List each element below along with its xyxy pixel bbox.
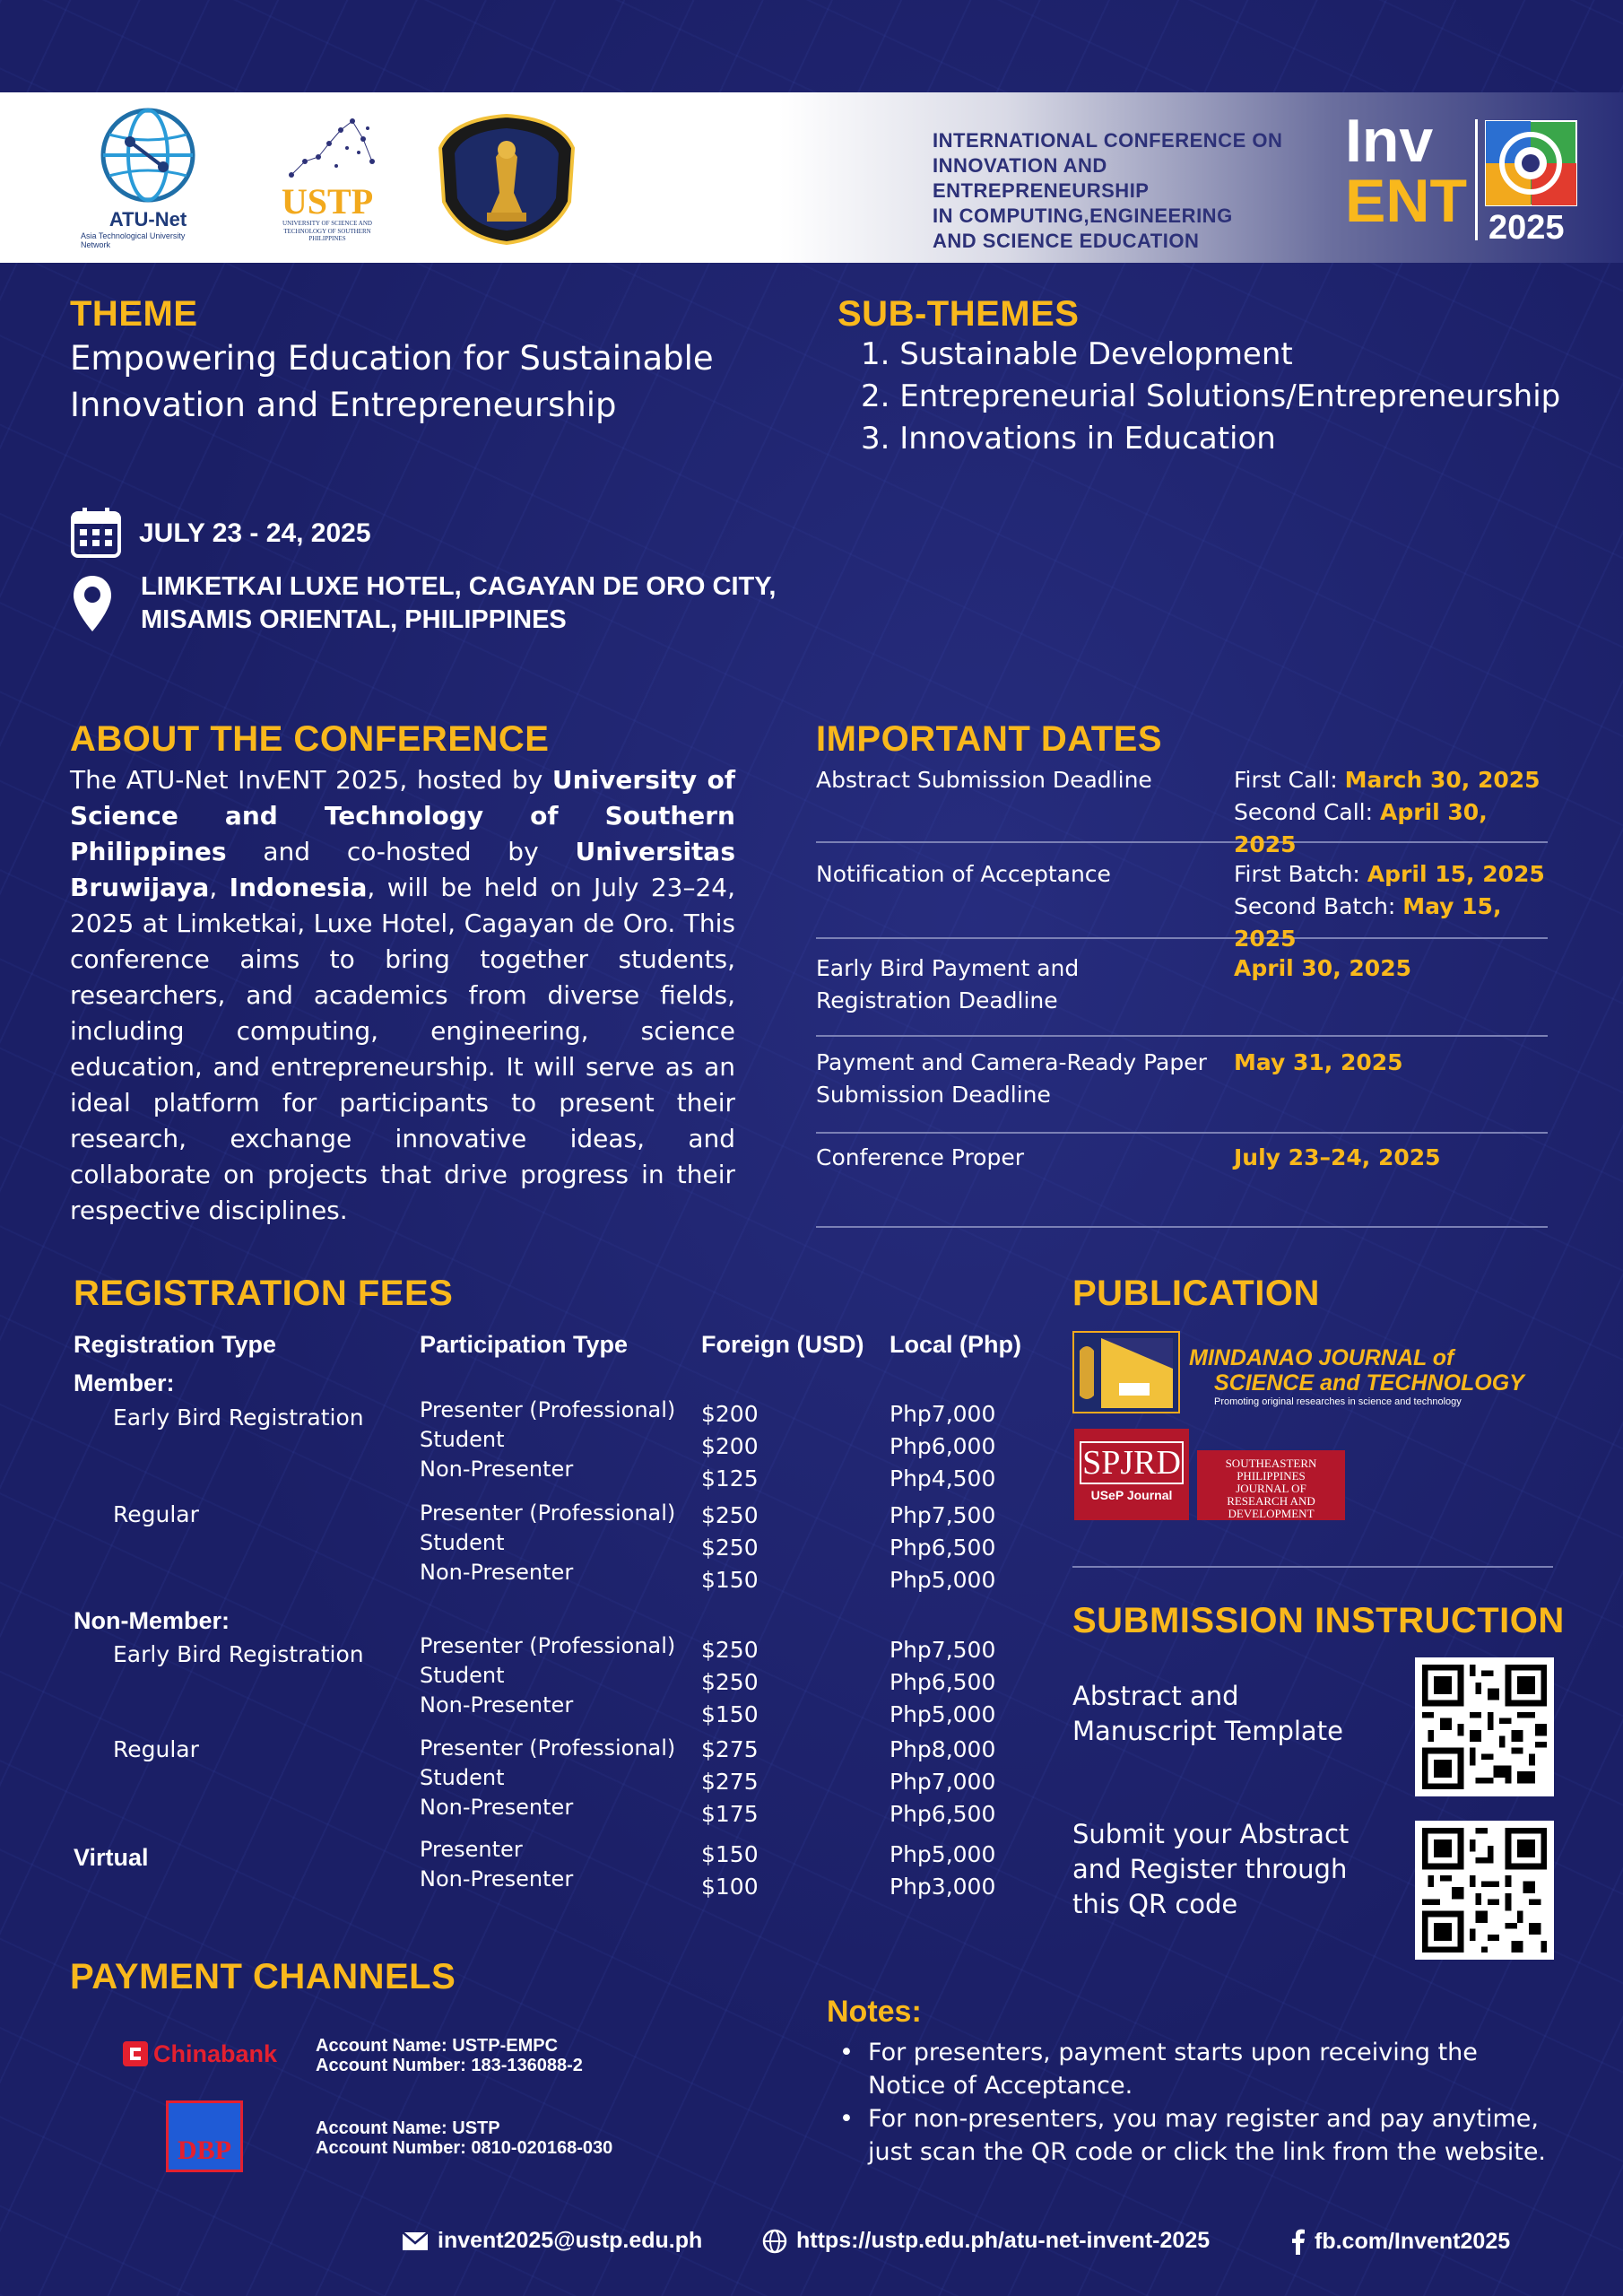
- theme-line: Empowering Education for Sustainable: [70, 339, 714, 378]
- footer-facebook[interactable]: [1289, 2228, 1510, 2255]
- fee-usd-values: $150 $100: [701, 1841, 759, 1900]
- facebook-icon: [1289, 2228, 1306, 2255]
- fee-header-registration-type: Registration Type: [74, 1331, 277, 1358]
- registration-fees-heading: REGISTRATION FEES: [74, 1274, 454, 1313]
- header-band: [0, 92, 1623, 263]
- fee-header-participation-type: Participation Type: [420, 1331, 629, 1358]
- fee-usd-values: $250 $250 $150: [701, 1637, 759, 1727]
- fee-registration-type: Early Bird Registration: [113, 1405, 364, 1431]
- subtheme-item: 3. Innovations in Education: [861, 421, 1276, 457]
- constellation-icon: [273, 112, 381, 184]
- virtual-label: Virtual: [74, 1844, 149, 1871]
- register-qr-code[interactable]: [1415, 1821, 1554, 1960]
- conference-title: [933, 128, 1309, 254]
- emblem-icon: [1484, 119, 1578, 207]
- globe-icon: [99, 106, 197, 204]
- event-venue: [141, 570, 776, 637]
- ustp-name: USTP: [281, 181, 374, 222]
- qr-code-icon: [1422, 1828, 1547, 1952]
- conference-title-line: IN COMPUTING,ENGINEERING: [933, 204, 1233, 227]
- important-dates-heading: IMPORTANT DATES: [816, 719, 1162, 759]
- about-heading: ABOUT THE CONFERENCE: [70, 719, 550, 759]
- ustp-subtitle: UNIVERSITY OF SCIENCE AND TECHNOLOGY OF SOUTHERN PHILIPPINES: [282, 220, 372, 243]
- invent-emblem: [1484, 119, 1578, 207]
- invent-year: 2025: [1488, 209, 1565, 247]
- conference-title-line: AND SCIENCE EDUCATION: [933, 230, 1200, 252]
- template-qr-code[interactable]: [1415, 1657, 1554, 1796]
- sepjrd-text: SOUTHEASTERN PHILIPPINES JOURNAL OF RESEARCH AND DEVELOPMENT: [1225, 1457, 1317, 1520]
- publication-divider: [1072, 1566, 1553, 1568]
- theme-heading: THEME: [70, 294, 198, 334]
- mjst-cover-icon: [1074, 1333, 1178, 1412]
- fee-participation-types: Presenter (Professional) Student Non-Presenter: [420, 1397, 676, 1482]
- dbp-account: Account Name: USTP Account Number: 0810-020168-030: [316, 2118, 613, 2158]
- fee-php-values: Php7,500 Php6,500 Php5,000: [890, 1637, 996, 1727]
- brawijaya-seal: [435, 112, 578, 247]
- notes-heading: Notes:: [827, 1995, 922, 2029]
- mjst-title-line: SCIENCE and TECHNOLOGY: [1214, 1370, 1524, 1396]
- subtheme-item: 1. Sustainable Development: [861, 336, 1293, 372]
- invent-logo: [1345, 107, 1467, 235]
- dbp-logo: [166, 2100, 243, 2172]
- fee-php-values: Php5,000 Php3,000: [890, 1841, 996, 1900]
- fee-registration-type: Regular: [113, 1501, 199, 1527]
- non-member-label: Non-Member:: [74, 1607, 230, 1634]
- fee-participation-types: Presenter (Professional) Student Non-Presenter: [420, 1500, 676, 1585]
- globe-icon: [762, 2229, 787, 2254]
- footer-website-text[interactable]: https://ustp.edu.ph/atu-net-invent-2025: [796, 2228, 1211, 2253]
- ustp-logo: [265, 92, 390, 263]
- fee-header-local: Local (Php): [890, 1331, 1021, 1358]
- email-icon: [402, 2231, 429, 2251]
- atu-net-subtitle: Asia Technological University Network: [81, 231, 186, 249]
- note-item: • For presenters, payment starts upon receiving the Notice of Acceptance.: [839, 2039, 1478, 2100]
- fee-participation-types: Presenter (Professional) Student Non-Presenter: [420, 1633, 676, 1718]
- subthemes-heading: SUB-THEMES: [838, 294, 1080, 334]
- fee-usd-values: $200 $200 $125: [701, 1401, 759, 1492]
- theme-line: Innovation and Entrepreneurship: [70, 386, 617, 424]
- footer-email[interactable]: [402, 2228, 702, 2254]
- fee-participation-types: Presenter Non-Presenter: [420, 1837, 574, 1892]
- important-date-row: Notification of Acceptance First Batch: April 15, 2025 Second Batch: May 15, 2025: [816, 858, 1548, 939]
- venue-line: LIMKETKAI LUXE HOTEL, CAGAYAN DE ORO CITY,: [141, 572, 777, 601]
- mjst-title: [1189, 1345, 1524, 1408]
- fee-registration-type: Early Bird Registration: [113, 1641, 364, 1667]
- logo-divider: [1475, 119, 1478, 240]
- important-date-row: Conference Proper July 23–24, 2025: [816, 1142, 1548, 1228]
- fee-header-foreign: Foreign (USD): [701, 1331, 864, 1358]
- subthemes-list: [861, 334, 1596, 460]
- spjrd-name: SPJRD: [1080, 1441, 1184, 1484]
- submission-item-register: Submit your Abstract and Register through this QR code: [1072, 1819, 1350, 1919]
- notes-list: [839, 2036, 1575, 2169]
- spjrd-subtitle: USeP Journal: [1090, 1488, 1173, 1502]
- calendar-icon: [70, 506, 122, 563]
- fee-usd-values: $275 $275 $175: [701, 1736, 759, 1827]
- qr-code-icon: [1422, 1665, 1547, 1789]
- event-date: JULY 23 - 24, 2025: [139, 518, 371, 548]
- sepjrd-logo: [1197, 1450, 1345, 1520]
- invent-logo-inv: Inv: [1345, 107, 1434, 175]
- member-label: Member:: [74, 1370, 175, 1396]
- footer-website[interactable]: [762, 2228, 1210, 2254]
- mjst-cover: [1072, 1331, 1180, 1413]
- chinabank-name: Chinabank: [153, 2039, 278, 2067]
- theme-text: [70, 335, 769, 429]
- conference-title-line: INNOVATION AND ENTREPRENEURSHIP: [933, 154, 1150, 202]
- fee-registration-type: Regular: [113, 1736, 199, 1762]
- about-paragraph: The ATU-Net InvENT 2025, hosted by University of Science and Technology of Southern Philippines and co-hosted by Universitas Bruwijaya, Indonesia, will be held on July 23–24, 2025 at Limketkai, Luxe Hotel, Cagayan de Oro. This conference aims to bring together students, researchers, and academics from diverse fields, including computing, engineering, science education, and entrepreneurship. It will serve as an ideal platform for participants to present their research, exchange innovative ideas, and collaborate on projects that drive progress in their respective disciplines.: [70, 765, 735, 1225]
- atu-net-logo: [81, 92, 215, 263]
- fee-usd-values: $250 $250 $150: [701, 1502, 759, 1593]
- footer-facebook-text[interactable]: fb.com/Invent2025: [1315, 2228, 1511, 2254]
- important-date-row: Early Bird Payment and Registration Deadline April 30, 2025: [816, 952, 1548, 1037]
- publication-heading: PUBLICATION: [1072, 1274, 1320, 1313]
- location-pin-icon: [72, 574, 113, 637]
- important-date-row: Payment and Camera-Ready Paper Submission Deadline May 31, 2025: [816, 1047, 1548, 1134]
- footer-email-text[interactable]: invent2025@ustp.edu.ph: [438, 2228, 703, 2253]
- subtheme-item: 2. Entrepreneurial Solutions/Entrepreneurship: [861, 378, 1561, 414]
- atu-net-name: ATU-Net: [108, 208, 187, 230]
- chinabank-account: Account Name: USTP-EMPC Account Number: 183-136088-2: [316, 2036, 583, 2075]
- fee-participation-types: Presenter (Professional) Student Non-Presenter: [420, 1735, 676, 1820]
- submission-heading: SUBMISSION INSTRUCTION: [1072, 1601, 1565, 1640]
- fee-php-values: Php8,000 Php7,000 Php6,500: [890, 1736, 996, 1827]
- mjst-title-line: MINDANAO JOURNAL of: [1189, 1345, 1454, 1370]
- conference-title-line: INTERNATIONAL CONFERENCE ON: [933, 129, 1283, 152]
- submission-item-template: Abstract and Manuscript Template: [1072, 1681, 1343, 1746]
- important-date-row: Abstract Submission Deadline First Call: March 30, 2025 Second Call: April 30, 2025: [816, 764, 1548, 843]
- venue-line: MISAMIS ORIENTAL, PHILIPPINES: [141, 605, 567, 634]
- fee-php-values: Php7,000 Php6,000 Php4,500: [890, 1401, 996, 1492]
- mjst-tagline: Promoting original researches in science and technology: [1214, 1396, 1462, 1407]
- dbp-name: DBP: [178, 2135, 231, 2165]
- note-item: • For non-presenters, you may register and pay anytime, just scan the QR code or click the link from the website.: [839, 2105, 1547, 2166]
- brawijaya-seal-icon: [435, 112, 578, 247]
- invent-logo-ent: ENT: [1345, 167, 1467, 235]
- spjrd-logo: [1074, 1429, 1189, 1520]
- chinabank-logo: [121, 2039, 277, 2068]
- fee-php-values: Php7,500 Php6,500 Php5,000: [890, 1502, 996, 1593]
- payment-heading: PAYMENT CHANNELS: [70, 1957, 456, 1996]
- chinabank-icon: [121, 2039, 150, 2068]
